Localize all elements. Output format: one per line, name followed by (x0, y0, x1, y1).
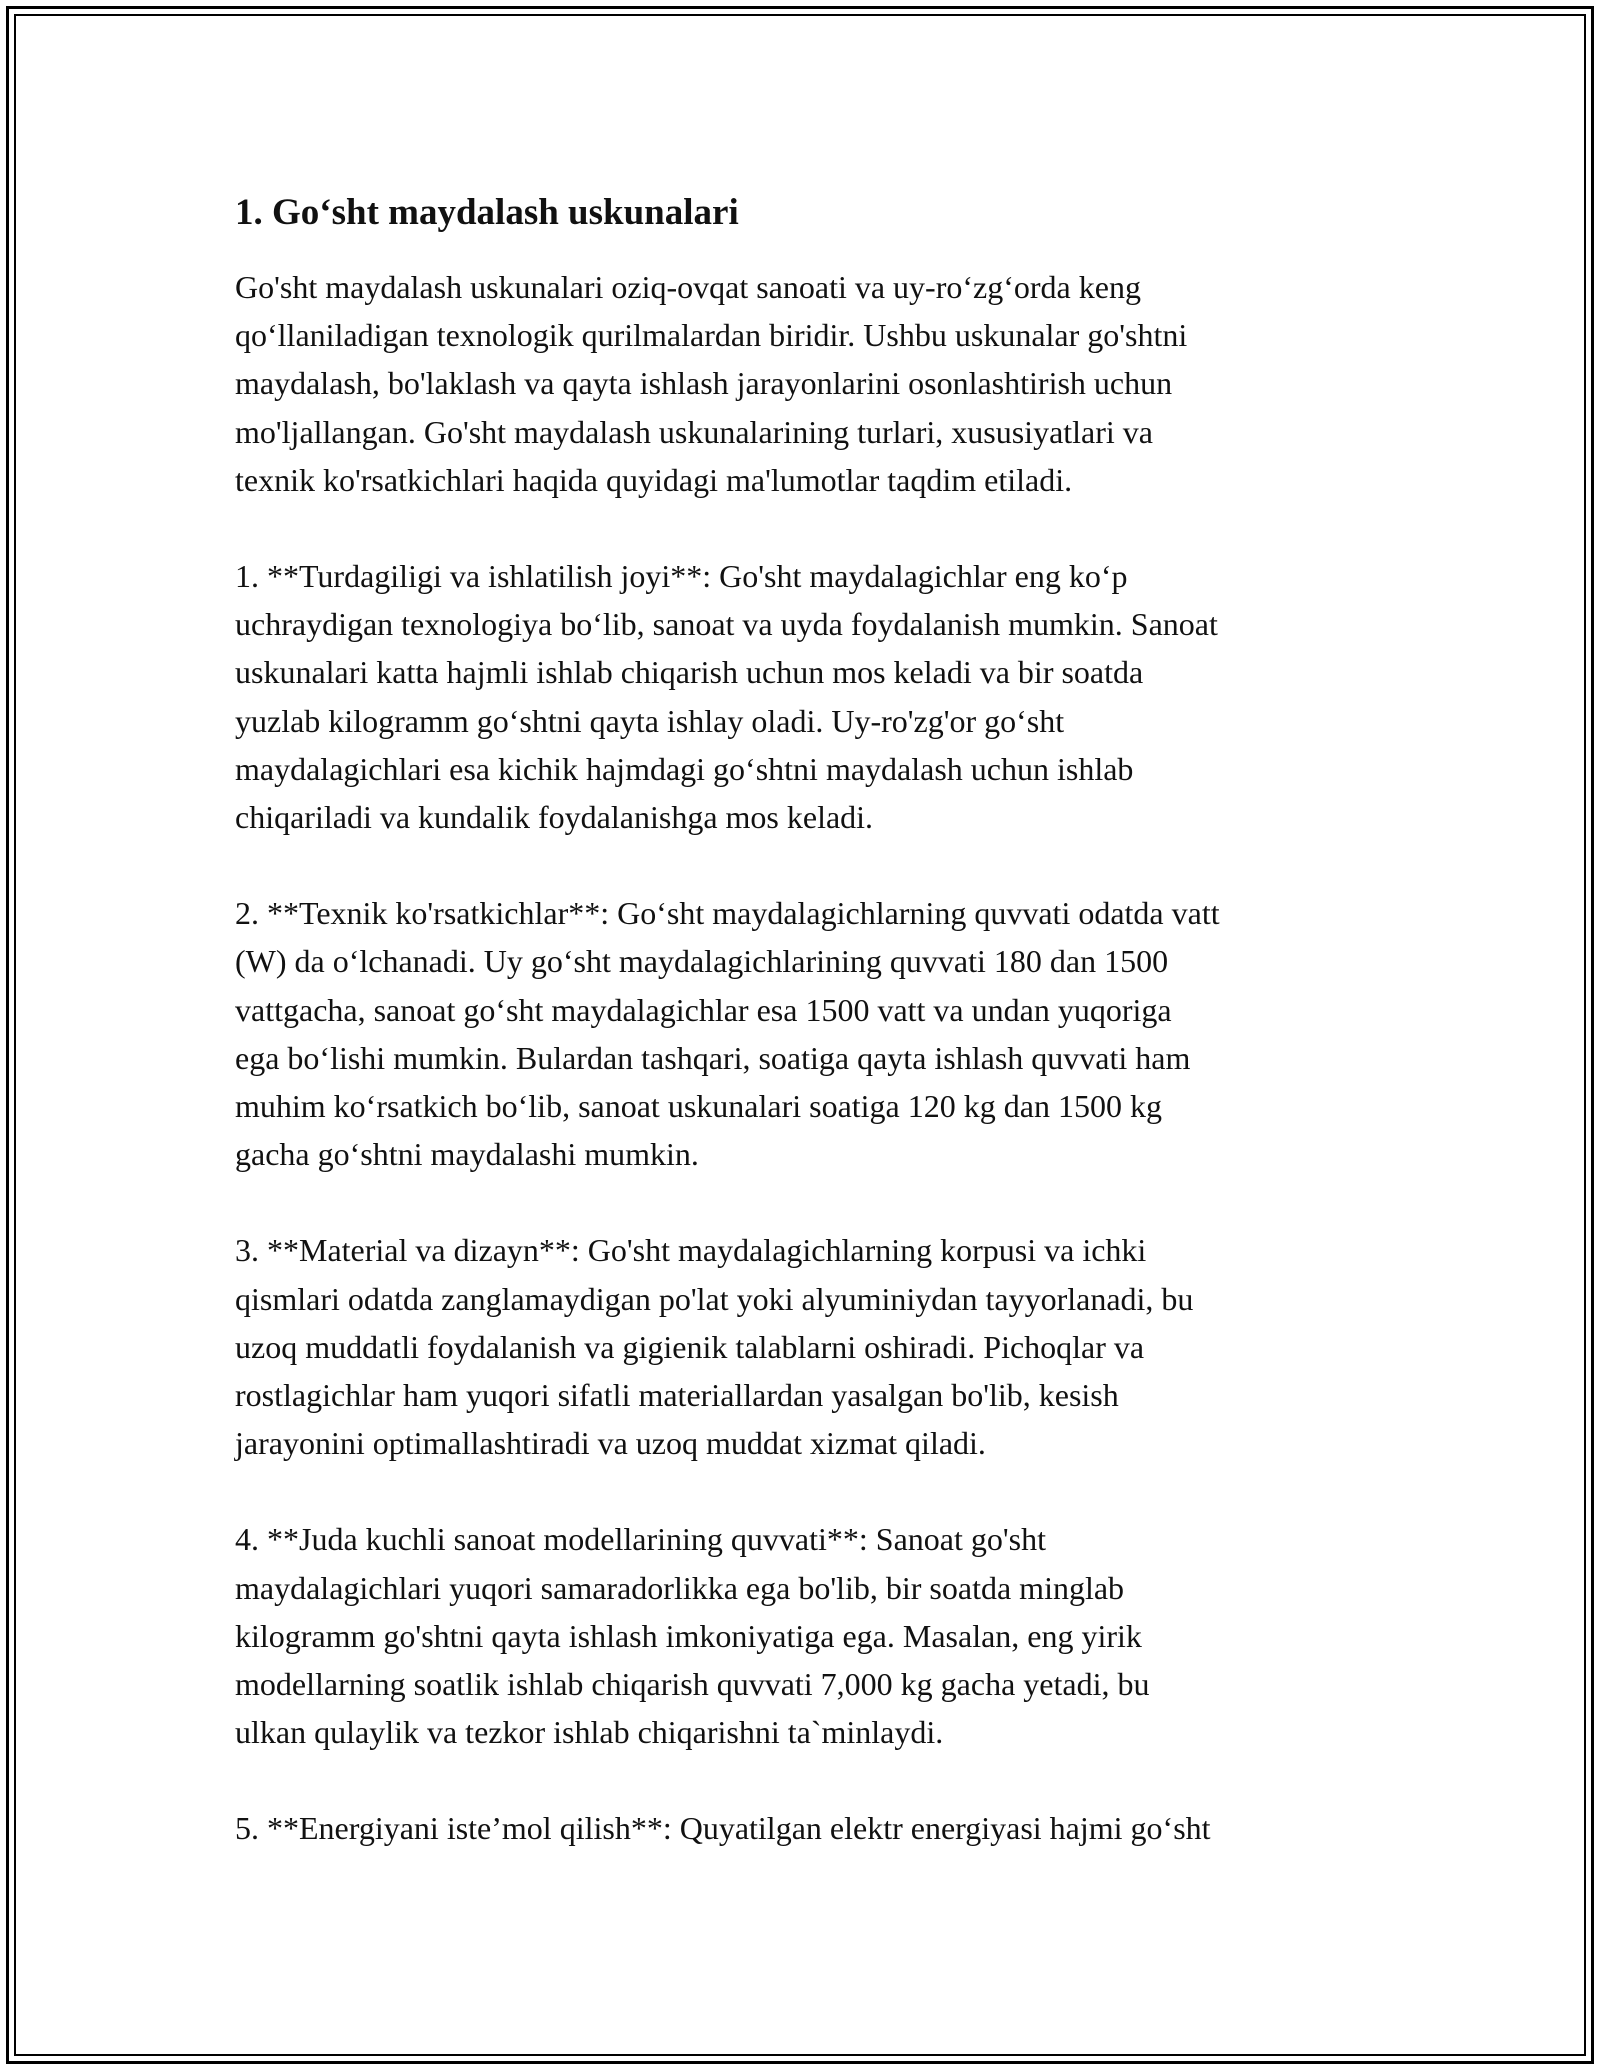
paragraph-item-4: 4. **Juda kuchli sanoat modellarining quvvati**: Sanoat go'sht maydalagichlari yuqori samaradorlikka ega bo'lib, bir soatda minglab kilogramm go'shtni qayta ishlash imkoniyatiga ega. Masalan, eng yirik modellarning soatlik ishlab chiqarish quvvati 7,000 kg gacha yetadi, bu ulkan qulaylik va tezkor ishlab chiqarishni ta`minlaydi. (235, 1521, 1150, 1751)
paragraph-item-3: 3. **Material va dizayn**: Go'sht maydalagichlarning korpusi va ichki qismlari odatda zanglamaydigan po'lat yoki alyuminiydan tayyorlanadi, bu uzoq muddatli foydalanish va gigienik talablarni oshiradi. Pichoqlar va rostlagichlar ham yuqori sifatli materiallardan yasalgan bo'lib, kesish jarayonini optimallashtiradi va uzoq muddat xizmat qiladi. (235, 1232, 1194, 1462)
paragraph-item-5: 5. **Energiyani iste’mol qilish**: Quyatilgan elektr energiyasi hajmi go‘sht (235, 1810, 1211, 1847)
document-body (235, 188, 1375, 1853)
paragraph-item-1: 1. **Turdagiligi va ishlatilish joyi**: Go'sht maydalagichlar eng ko‘p uchraydigan texnologiya bo‘lib, sanoat va uyda foydalanish mumkin. Sanoat uskunalari katta hajmli ishlab chiqarish uchun mos keladi va bir soatda yuzlab kilogramm go‘shtni qayta ishlay oladi. Uy-ro'zg'or go‘sht maydalagichlari esa kichik hajmdagi go‘shtni maydalash uchun ishlab chiqariladi va kundalik foydalanishga mos keladi. (235, 558, 1218, 836)
paragraph-item-2: 2. **Texnik ko'rsatkichlar**: Go‘sht maydalagichlarning quvvati odatda vatt (W) da o‘lchanadi. Uy go‘sht maydalagichlarining quvvati 180 dan 1500 vattgacha, sanoat go‘sht maydalagichlar esa 1500 vatt va undan yuqoriga ega bo‘lishi mumkin. Bulardan tashqari, soatiga qayta ishlash quvvati ham muhim ko‘rsatkich bo‘lib, sanoat uskunalari soatiga 120 kg dan 1500 kg gacha go‘shtni maydalashi mumkin. (235, 895, 1220, 1173)
document-title: 1. Go‘sht maydalash uskunalari (235, 192, 739, 233)
paragraph-intro: Go'sht maydalash uskunalari oziq-ovqat sanoati va uy-ro‘zg‘orda keng qo‘llaniladigan texnologik qurilmalardan biridir. Ushbu uskunalar go'shtni maydalash, bo'laklash va qayta ishlash jarayonlarini osonlashtirish uchun mo'ljallangan. Go'sht maydalash uskunalarining turlari, xususiyatlari va texnik ko'rsatkichlari haqida quyidagi ma'lumotlar taqdim etiladi. (235, 269, 1188, 498)
